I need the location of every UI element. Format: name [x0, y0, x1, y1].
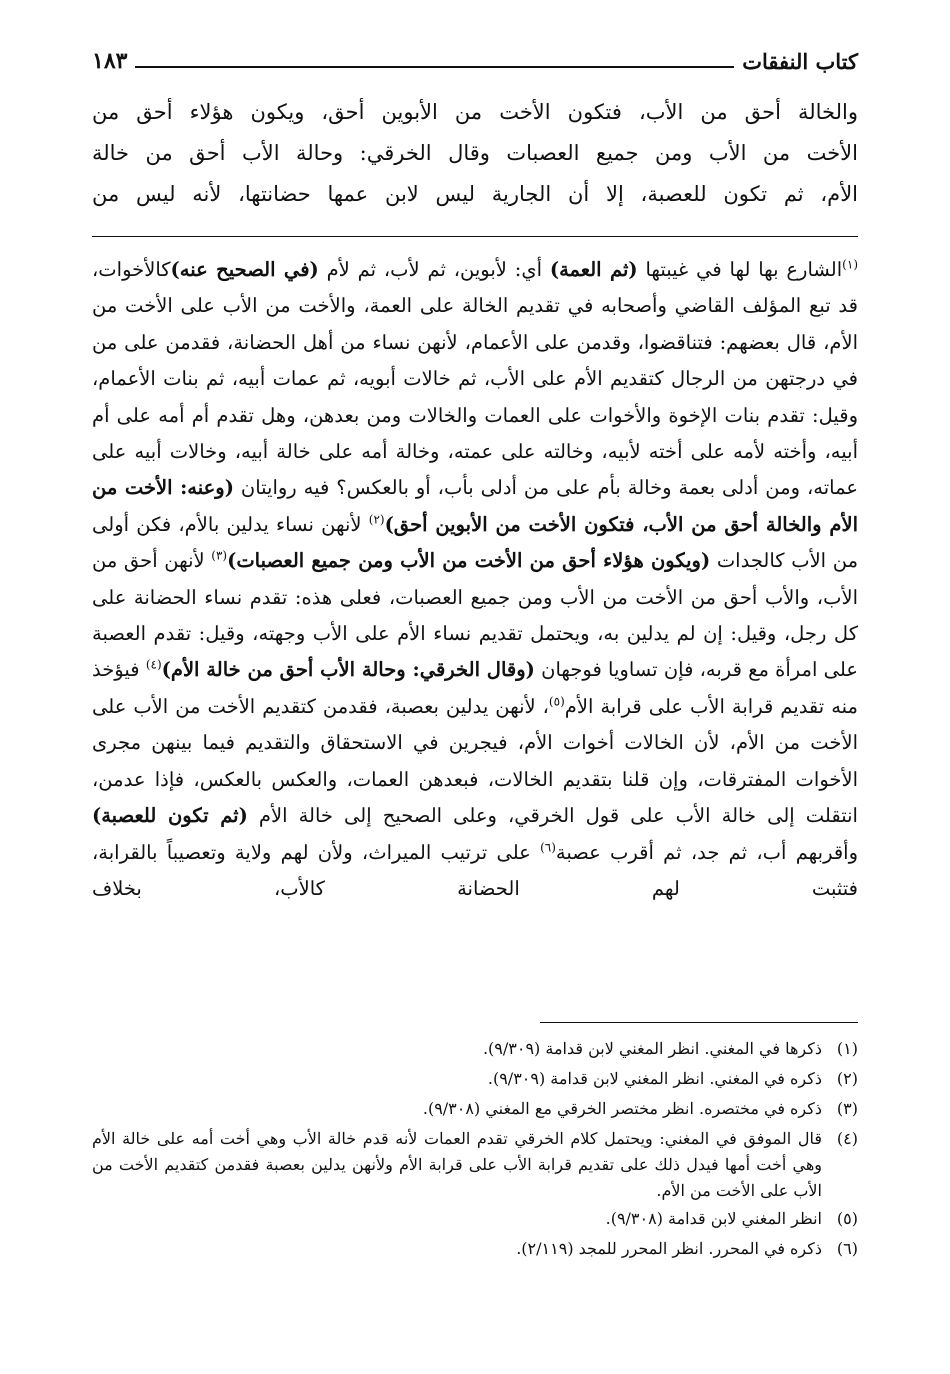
commentary-text: أي: لأبوين، ثم لأب، ثم لأم [318, 258, 550, 281]
footnote [92, 1034, 858, 1064]
commentary-text: على ترتيب الميراث، ولأن لهم ولاية وتعصيباً بالقرابة، فتثبت لهم الحضانة كالأب، بخلاف [92, 840, 858, 900]
footnote-ref: (٤) [145, 657, 162, 672]
commentary-text: ، لأنهن يدلين بعصبة، فقدمن كتقديم الأخت من الأب على الأخت من الأم، لأن الخالات أخوات الأم، فيجرين في الاستحقاق والتقديم فيما بينهن مجرى الأخوات المفترقات، وإن قلنا بتقديم الخالات، فبعدهن العمات، والعكس بالعكس، فإذا عدمن، انتقلت إلى خالة الأب على قول الخرقي، وعلى الصحيح إلى خالة الأم [92, 694, 858, 828]
footnote-text: ذكره في المغني. انظر المغني لابن قدامة (٩/٣٠٩). [487, 1069, 822, 1088]
commentary [92, 252, 858, 907]
running-header [92, 38, 858, 78]
footnote [92, 1124, 858, 1204]
footnote-divider [540, 1022, 858, 1023]
footnote-ref: (١) [842, 257, 858, 272]
quoted-matn: (ثم العمة) [549, 258, 638, 281]
commentary-paragraph [92, 252, 858, 907]
footnote-number: (٦) [836, 1239, 858, 1258]
quoted-matn: (ويكون هؤلاء أحق من الأخت من الأب ومن جميع العصبات) [227, 549, 711, 573]
footnote-text: ذكره في مختصره. انظر مختصر الخرقي مع المغني (٩/٣٠٨). [422, 1099, 822, 1118]
footnote [92, 1094, 858, 1124]
commentary-text: لأنهن أحق من الأب، والأب أحق من الأخت من الأب ومن جميع العصبات، فعلى هذه: تقدم نساء الحضانة على كل رجل، وقيل: إن لم يدلين به، ويحتمل تقديم نساء الأم على الأب وجهته، وقيل: تقدم العصبة على امرأة مع قربه، فإن تساويا فوجهان [92, 549, 858, 682]
commentary-text: كالأخوات، قد تبع المؤلف القاضي وأصحابه في تقديم الخالة على العمة، والأخت من الأب على الأخت من الأم، قال بعضهم: فتناقضوا، وقدمن على الأعمام، لأنهن نساء من أهل الحضانة، فقدمن على من في درجتهن من الرجال كتقديم الأم على الأب، ثم خالات أبويه، ثم عمات أبيه، ثم بنات الأعمام، وقيل: تقدم بنات الإخوة والأخوات على العمات والخالات ومن بعدهن، وهل تقدم أم أمه على أم أبيه، وأخته لأمه على أخته لأبيه، وخالته على عمته، وخالة أمه على خالة أبيه، وخالات أبيه على عماته، ومن أدلى بعمة وخالة بأم على من أدلى بأب، أو بالعكس؟ فيه روايتان [92, 258, 858, 500]
commentary-text: الشارع بها لها في غيبتها [637, 258, 843, 281]
main-text-line: والخالة أحق من الأب، فتكون الأخت من الأبوين أحق، ويكون هؤلاء أحق من [92, 100, 858, 124]
commentary-text: فيؤخذ منه تقديم قرابة الأب على قرابة الأم [92, 658, 858, 718]
footnote [92, 1064, 858, 1094]
footnote-ref: (٥) [548, 694, 565, 709]
quoted-matn: (ثم تكون للعصبة) [92, 804, 248, 828]
footnote-number: (٤) [836, 1129, 858, 1148]
footnote-number: (١) [836, 1039, 858, 1058]
footnote [92, 1234, 858, 1264]
footnote-text: ذكره في المحرر. انظر المحرر للمجد (٢/١١٩). [516, 1239, 822, 1258]
quoted-matn: (في الصحيح عنه) [170, 258, 319, 281]
footnote-text: ذكرها في المغني. انظر المغني لابن قدامة (٩/٣٠٩). [482, 1039, 822, 1058]
main-text [92, 92, 858, 215]
commentary-text: وأقربهم أب، ثم جد، ثم أقرب عصبة [555, 840, 859, 864]
footnote-number: (٢) [836, 1069, 858, 1088]
footnote [92, 1204, 858, 1234]
quoted-matn: (وقال الخرقي: وحالة الأب أحق من خالة الأم) [161, 658, 535, 682]
footnote-ref: (٣) [211, 548, 228, 563]
footnote-ref: (٢) [368, 512, 385, 527]
quoted-matn: (وعنه: الأخت من الأم والخالة أحق من الأب، فتكون الأخت من الأبوين أحق) [92, 476, 858, 536]
page-number: ١٨٣ [92, 48, 128, 74]
main-text-line: الأخت من الأب ومن جميع العصبات وقال الخرقي: وحالة الأب أحق من خالة [92, 141, 858, 165]
header-rule [135, 66, 734, 68]
text-divider [92, 236, 858, 237]
footnote-number: (٣) [836, 1099, 858, 1118]
footnote-text: قال الموفق في المغني: ويحتمل كلام الخرقي تقدم العمات لأنه قدم خالة الأب وهي أخت أمه على خالة الأم وهي أخت أمها فيدل ذلك على تقديم قرابة الأب على قرابة الأم ولأنهن يدلين بعصبة فقدمن كتقديم الأخت من الأب على الأخت من الأم. [92, 1129, 822, 1200]
commentary-text: لأنهن نساء يدلين بالأم، فكن أولى من الأب كالجدات [92, 512, 859, 573]
footnote-number: (٥) [836, 1209, 858, 1228]
chapter-title: كتاب النفقات [742, 49, 858, 74]
footnote-ref: (٦) [540, 840, 556, 854]
footnote-text: انظر المغني لابن قدامة (٩/٣٠٨). [605, 1209, 822, 1228]
footnotes [92, 1034, 858, 1264]
main-text-line: الأم، ثم تكون للعصبة، إلا أن الجارية ليس لابن عمها حضانتها، لأنه ليس من [92, 182, 858, 206]
